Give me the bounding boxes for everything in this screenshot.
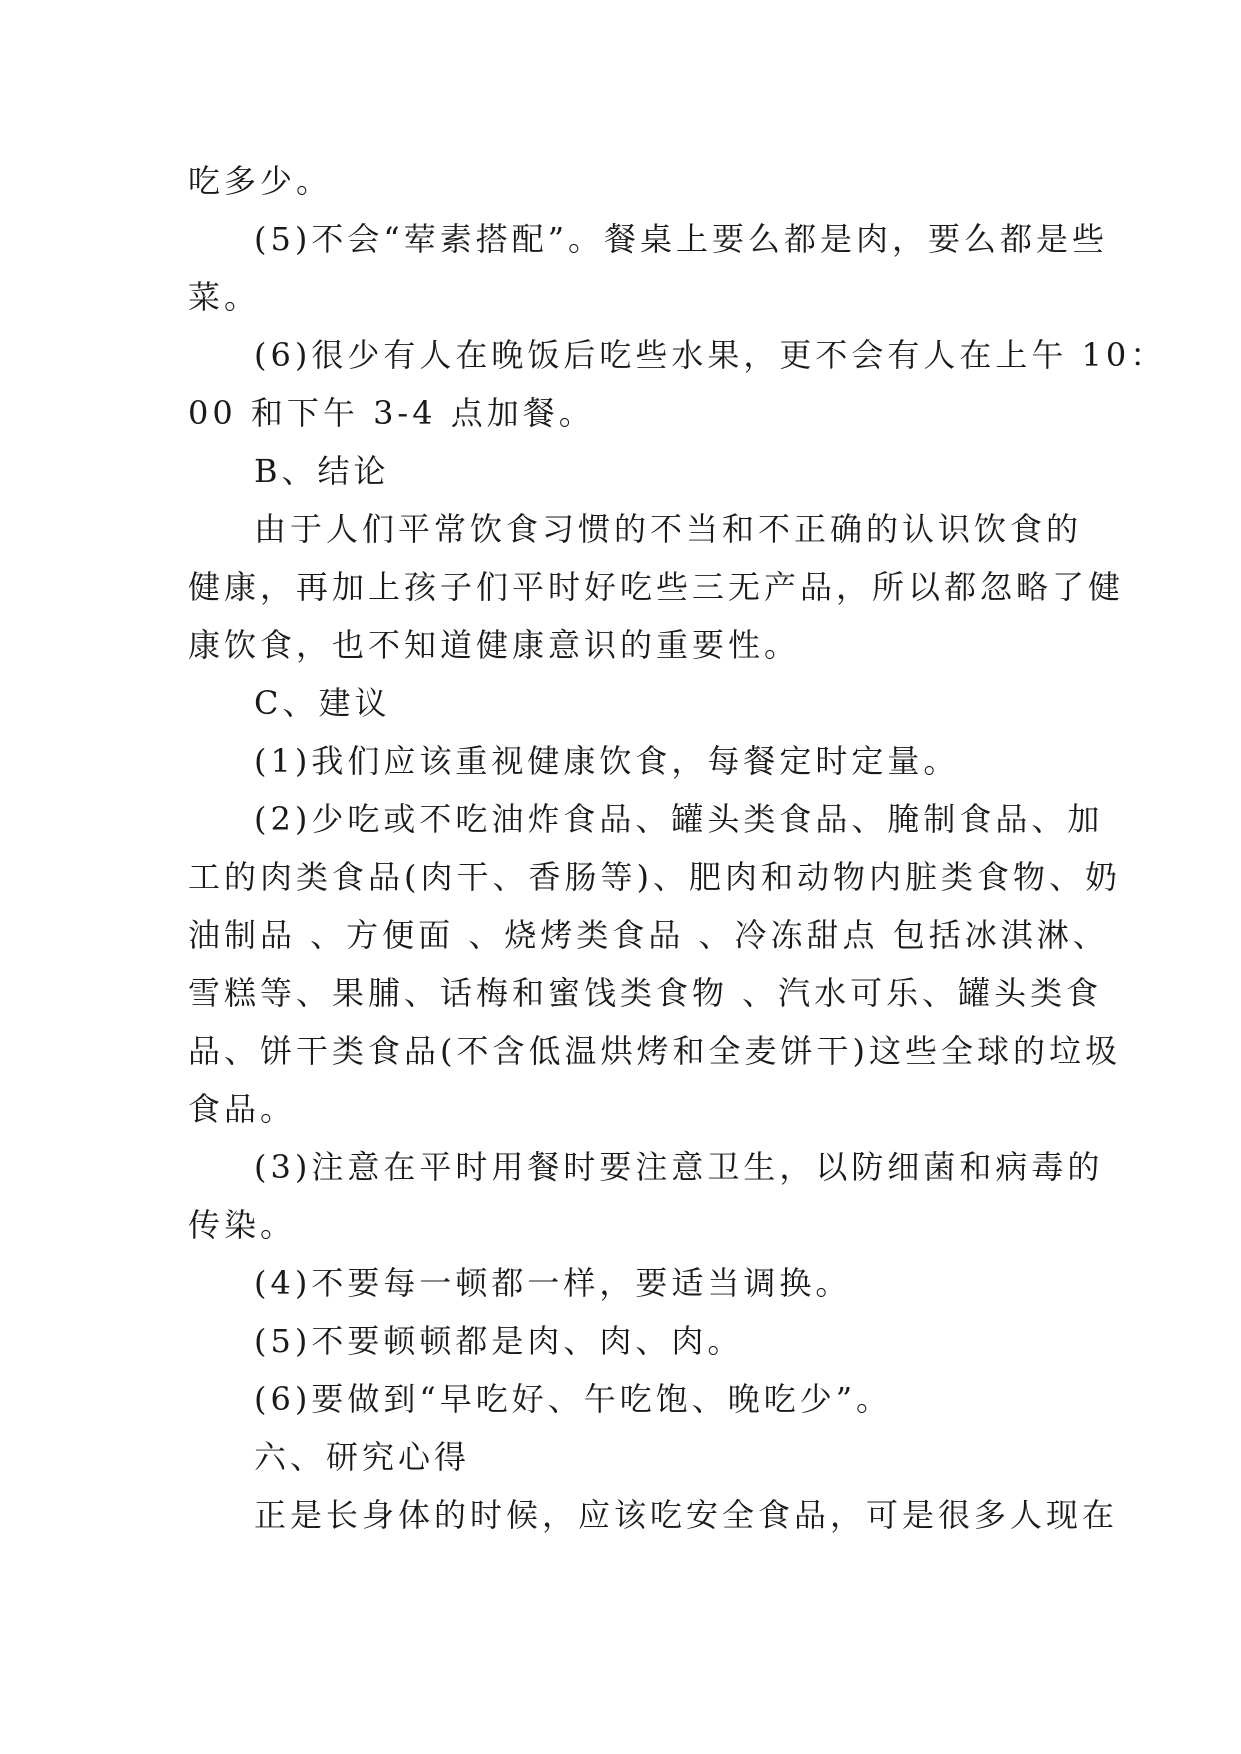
text-line: (5)不会“荤素搭配”。餐桌上要么都是肉，要么都是些 (254, 220, 1109, 258)
text-line: (6)要做到“早吃好、午吃饱、晚吃少”。 (254, 1380, 893, 1418)
text-line: 正是长身体的时候，应该吃安全食品，可是很多人现在 (254, 1496, 1119, 1534)
text-line: (1)我们应该重视健康饮食，每餐定时定量。 (254, 742, 960, 780)
body-text (188, 152, 1167, 1544)
text-line: 食品。 (188, 1090, 297, 1128)
text-line: 健康，再加上孩子们平时好吃些三无产品，所以都忽略了健 (188, 568, 1125, 606)
text-line: (5)不要顿顿都是肉、肉、肉。 (254, 1322, 744, 1360)
text-line: 康饮食，也不知道健康意识的重要性。 (188, 626, 801, 664)
text-line: 菜。 (188, 278, 261, 316)
section-heading: 六、研究心得 (254, 1438, 471, 1476)
text-line: 工的肉类食品(肉干、香肠等)、肥肉和动物内脏类食物、奶 (188, 858, 1121, 896)
text-line: 传染。 (188, 1206, 297, 1244)
text-line: 00 和下午 3-4 点加餐。 (188, 394, 595, 432)
text-line: 雪糕等、果脯、话梅和蜜饯类食物 、汽水可乐、罐头类食 (188, 974, 1103, 1012)
text-line: (3)注意在平时用餐时要注意卫生，以防细菌和病毒的 (254, 1148, 1104, 1186)
text-line: 由于人们平常饮食习惯的不当和不正确的认识饮食的 (254, 510, 1083, 548)
text-line: 吃多少。 (188, 162, 333, 200)
text-line: 品、饼干类食品(不含低温烘烤和全麦饼干)这些全球的垃圾 (188, 1032, 1121, 1070)
text-line: (4)不要每一顿都一样，要适当调换。 (254, 1264, 852, 1302)
text-line: (6)很少有人在晚饭后吃些水果，更不会有人在上午 10： (254, 336, 1167, 374)
section-heading: B、结论 (254, 452, 390, 490)
text-line: (2)少吃或不吃油炸食品、罐头类食品、腌制食品、加 (254, 800, 1104, 838)
text-line: 油制品 、方便面 、烧烤类食品 、冷冻甜点 包括冰淇淋、 (188, 916, 1109, 954)
section-heading: C、建议 (254, 684, 391, 722)
